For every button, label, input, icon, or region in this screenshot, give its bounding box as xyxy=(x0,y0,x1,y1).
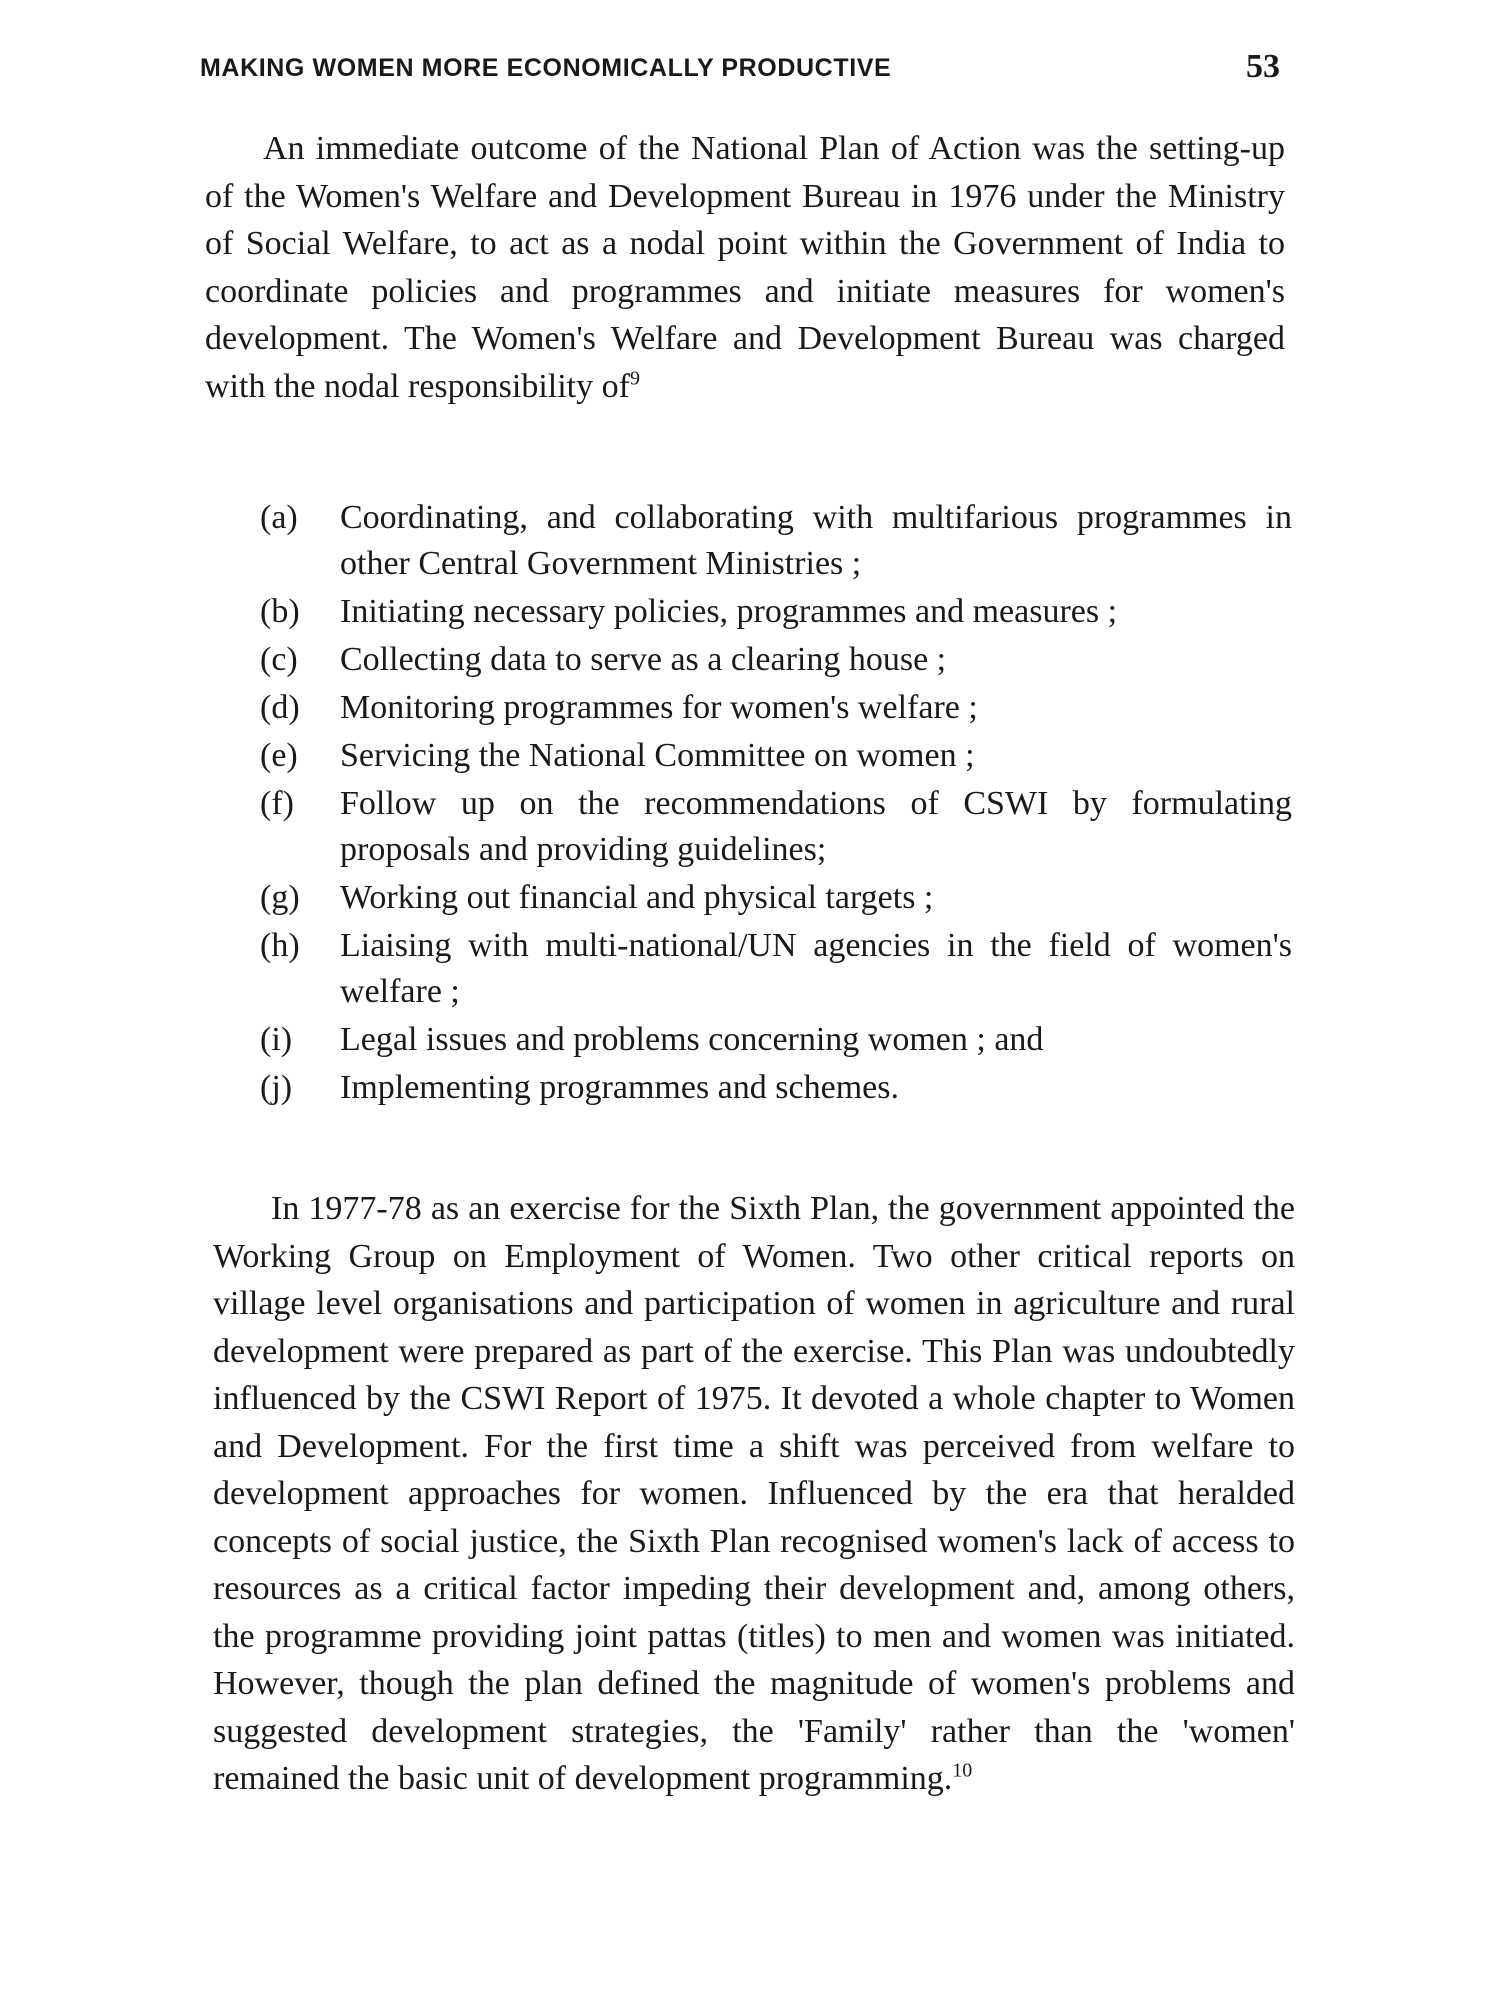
list-item-text: Servicing the National Committee on women ; xyxy=(340,737,975,774)
list-item-text: Collecting data to serve as a clearing house ; xyxy=(340,641,947,678)
footnote-ref-10: 10 xyxy=(952,1759,973,1782)
list-item-marker: (b) xyxy=(260,593,300,630)
footnote-ref-9: 9 xyxy=(629,367,640,390)
paragraph-bureau-outcome xyxy=(205,125,1285,410)
list-item-text: Liaising with multi-national/UN agencies in the field of women's welfare ; xyxy=(340,927,1292,1010)
list-item-marker: (f) xyxy=(260,785,294,822)
list-item-marker: (h) xyxy=(260,927,300,964)
list-item-marker: (c) xyxy=(260,641,298,678)
paragraph-sixth-plan-text: In 1977-78 as an exercise for the Sixth Plan, the government appointed the Working Group on Employment of Women. Two other critical reports on village level organisations and participation of women in agriculture and rural development were prepared as part of the exercise. This Plan was undoubtedly influenced by the CSWI Report of 1975. It devoted a whole chapter to Women and Development. For the first time a shift was perceived from welfare to development approaches for women. Influenced by the era that heralded concepts of social justice, the Sixth Plan recognised women's lack of access to resources as a critical factor impeding their development and, among others, the programme providing joint pattas (titles) to men and women was initiated. However, though the plan defined the magnitude of women's problems and suggested development strategies, the 'Family' rather than the 'women' remained the basic unit of development programming. xyxy=(213,1190,1295,1797)
list-item xyxy=(260,1065,1292,1111)
list-item-text: Legal issues and problems concerning women ; and xyxy=(340,1021,1044,1058)
paragraph-bureau-outcome-text: An immediate outcome of the National Plan of Action was the setting-up of the Women's Welfare and Development Bureau in 1976 under the Ministry of Social Welfare, to act as a nodal point within the Government of India to coordinate policies and programmes and initiate measures for women's development. The Women's Welfare and Development Bureau was charged with the nodal responsibility of xyxy=(205,130,1285,405)
list-item-marker: (i) xyxy=(260,1021,293,1058)
list-item xyxy=(260,1017,1292,1063)
list-item-marker: (g) xyxy=(260,879,300,916)
page-number: 53 xyxy=(1246,48,1280,85)
list-item xyxy=(260,875,1292,921)
paragraph-sixth-plan xyxy=(213,1185,1295,1803)
list-item-marker: (a) xyxy=(260,499,298,536)
list-item-text: Working out financial and physical targets ; xyxy=(340,879,934,916)
list-item xyxy=(260,733,1292,779)
list-item-marker: (j) xyxy=(260,1069,293,1106)
list-item xyxy=(260,589,1292,635)
list-item-marker: (e) xyxy=(260,737,298,774)
responsibility-list xyxy=(260,495,1292,1113)
list-item-text: Initiating necessary policies, programmes and measures ; xyxy=(340,593,1118,630)
list-item xyxy=(260,923,1292,1015)
list-item-text: Monitoring programmes for women's welfare ; xyxy=(340,689,978,726)
list-item-text: Coordinating, and collaborating with multifarious programmes in other Central Government Ministries ; xyxy=(340,499,1292,582)
list-item xyxy=(260,637,1292,683)
running-head xyxy=(200,48,1280,88)
list-item xyxy=(260,495,1292,587)
list-item xyxy=(260,685,1292,731)
list-item-marker: (d) xyxy=(260,689,300,726)
list-item xyxy=(260,781,1292,873)
list-item-text: Implementing programmes and schemes. xyxy=(340,1069,899,1106)
list-item-text: Follow up on the recommendations of CSWI by formulating proposals and providing guidelines; xyxy=(340,785,1292,868)
chapter-running-title: MAKING WOMEN MORE ECONOMICALLY PRODUCTIVE xyxy=(200,54,892,82)
